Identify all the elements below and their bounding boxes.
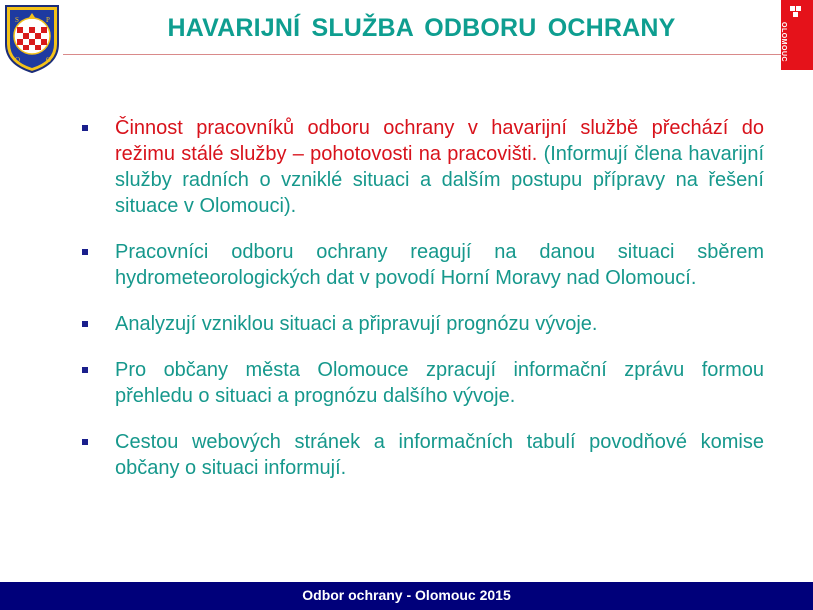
olomouc-brand-mark-icon: [781, 0, 813, 22]
coat-letter-s: S: [15, 16, 19, 24]
square-bullet-icon: [82, 321, 88, 327]
footer-bar: [0, 582, 813, 610]
coat-of-arms-logo: [3, 2, 61, 74]
bullet-item: [82, 311, 764, 337]
coat-letter-p: P: [46, 16, 50, 24]
bullet-highlight: Činnost pracovníků odboru ochrany v havarijní službě přechází do režimu stálé služby – pohotovosti na pracovišti.: [115, 117, 764, 165]
bullet-item: [82, 239, 764, 291]
bullet-item: [82, 357, 764, 409]
olomouc-brand-label: OLOMOUC: [780, 22, 787, 63]
slide-title: HAVARIJNÍ SLUŽBA ODBORU OCHRANY: [167, 14, 676, 42]
square-bullet-icon: [82, 125, 88, 131]
bullet-list: [82, 115, 764, 501]
bullet-item: [82, 429, 764, 481]
bullet-text: Pracovníci odboru ochrany reagují na danou situaci sběrem hydrometeorologických dat v povodí Horní Moravy nad Olomoucí.: [115, 241, 764, 289]
coat-letter-q: Q: [15, 56, 21, 64]
title-divider: [63, 54, 781, 55]
bullet-text: Analyzují vzniklou situaci a připravují prognózu vývoje.: [115, 313, 598, 335]
coat-letter-o: O: [46, 56, 52, 64]
bullet-text: Pro občany města Olomouce zpracují informační zprávu formou přehledu o situaci a prognózu dalšího vývoje.: [115, 359, 764, 407]
bullet-item: [82, 115, 764, 219]
square-bullet-icon: [82, 367, 88, 373]
footer-text: Odbor ochrany - Olomouc 2015: [302, 587, 511, 603]
bullet-text: Cestou webových stránek a informačních tabulí povodňové komise občany o situaci informují.: [115, 431, 764, 479]
square-bullet-icon: [82, 249, 88, 255]
bullet-text: (Informují člena havarijní služby radních o vzniklé situaci a dalším postupu přípravy na řešení situace v Olomouci).: [115, 143, 764, 217]
square-bullet-icon: [82, 439, 88, 445]
